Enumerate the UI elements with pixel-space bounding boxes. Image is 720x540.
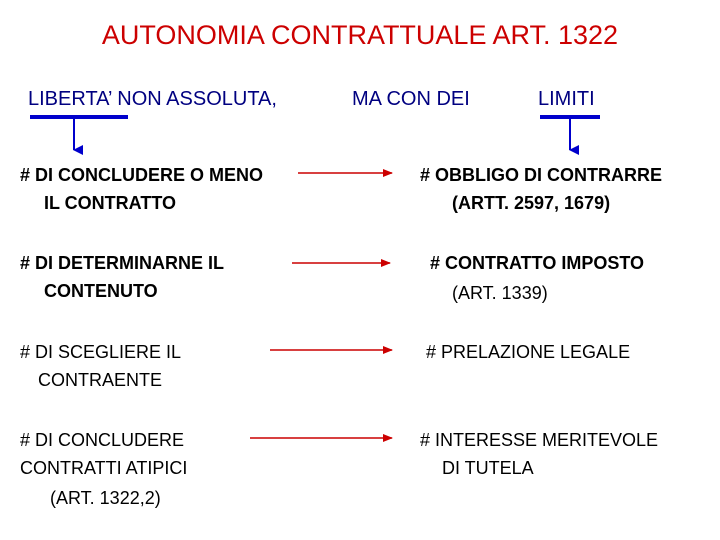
- left-item-4-line-2: CONTRATTI ATIPICI: [20, 458, 188, 478]
- left-item-4-line-1: # DI CONCLUDERE: [20, 430, 185, 450]
- right-item-1-line-2: (ARTT. 2597, 1679): [452, 193, 611, 213]
- right-item-3-line-1: # PRELAZIONE LEGALE: [426, 342, 631, 362]
- left-item-2-line-2: CONTENUTO: [44, 281, 158, 301]
- left-item-3-line-2: CONTRAENTE: [38, 370, 163, 390]
- right-item-1-line-1: # OBBLIGO DI CONTRARRE: [420, 165, 663, 185]
- right-item-2-line-1: # CONTRATTO IMPOSTO: [430, 253, 645, 273]
- page-title: AUTONOMIA CONTRATTUALE ART. 1322: [101, 20, 619, 50]
- left-item-4-line-3: (ART. 1322,2): [50, 488, 161, 508]
- left-item-3-line-1: # DI SCEGLIERE IL: [20, 342, 182, 362]
- left-item-2-line-1: # DI DETERMINARNE IL: [20, 253, 225, 273]
- left-item-1-line-2: IL CONTRATTO: [44, 193, 176, 213]
- right-item-2-line-2: (ART. 1339): [452, 283, 548, 303]
- left-item-1-line-1: # DI CONCLUDERE O MENO: [20, 165, 264, 185]
- subtitle-limiti: LIMITI: [538, 88, 595, 110]
- subtitle-liberta: LIBERTA’ NON ASSOLUTA,: [28, 88, 277, 110]
- right-item-4-line-2: DI TUTELA: [442, 458, 534, 478]
- right-item-4-line-1: # INTERESSE MERITEVOLE: [420, 430, 659, 450]
- subtitle-ma-con-dei: MA CON DEI: [352, 88, 470, 110]
